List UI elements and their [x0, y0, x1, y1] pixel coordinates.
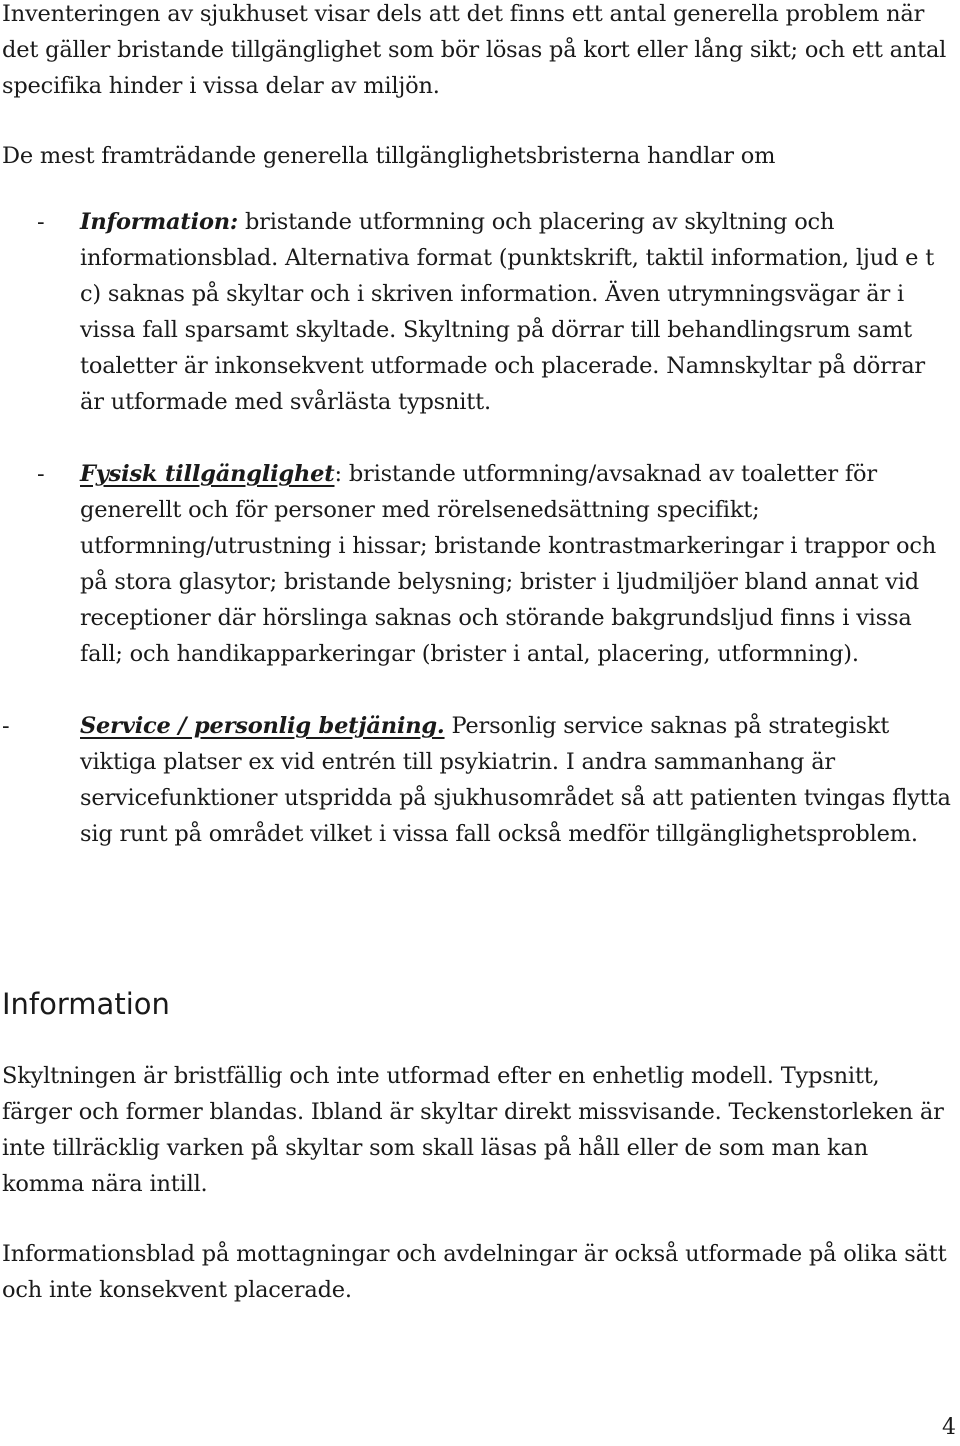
intro-paragraph: Inventeringen av sjukhuset visar dels att det finns ett antal generella problem när det gäller bristande tillgänglighet som bör lösas på kort eller lång sikt; och ett antal specifika hinder i vissa delar av miljön.	[2, 1, 947, 99]
page-number: 4	[942, 1415, 956, 1440]
bullet-label: Information:	[80, 209, 239, 235]
bullet-dash: -	[37, 209, 45, 235]
bullet-text: : bristande utformning/avsaknad av toaletter för generellt och för personer med rörelsenedsättning specifikt; utformning/utrustning i hissar; bristande kontrastmarkeringar i trappor och på stora glasytor; bristande belysning; brister i ljudmiljöer bland annat vid receptioner där hörslinga saknas och störande bakgrundsljud finns i vissa fall; och handikapparkeringar (brister i antal, placering, utformning).	[80, 461, 937, 667]
bullet-label: Service / personlig betjäning.	[80, 713, 445, 739]
section-paragraph-1: Skyltningen är bristfällig och inte utformad efter en enhetlig modell. Typsnitt, färger och former blandas. Ibland är skyltar direkt missvisande. Teckenstorleken är inte tillräcklig varken på skyltar som skall läsas på håll eller de som man kan komma nära intill.	[2, 1063, 944, 1197]
section-heading: Information	[2, 987, 170, 1021]
bullet-body	[80, 456, 952, 672]
bullet-dash: -	[37, 461, 45, 487]
bullet-dash: -	[2, 713, 10, 739]
bullet-body	[80, 204, 952, 420]
bullet-text: Personlig service saknas på strategiskt viktiga platser ex vid entrén till psykiatrin. I andra sammanhang är servicefunktioner utspridda på sjukhusområdet så att patienten tvingas flytta sig runt på området vilket i vissa fall också medför tillgänglighetsproblem.	[80, 713, 951, 847]
bullet-text: bristande utformning och placering av skyltning och informationsblad. Alternativa format (punktskrift, taktil information, ljud e t c) saknas på skyltar och i skriven information. Även utrymningsvägar är i vissa fall sparsamt skyltade. Skyltning på dörrar till behandlingsrum samt toaletter är inkonsekvent utformade och placerade. Namnskyltar på dörrar är utformade med svårlästa typsnitt.	[80, 209, 935, 415]
bullet-label: Fysisk tillgänglighet	[80, 461, 335, 487]
section-paragraph-2: Informationsblad på mottagningar och avdelningar är också utformade på olika sätt och inte konsekvent placerade.	[2, 1241, 947, 1303]
lead-in-text: De mest framträdande generella tillgänglighetsbristerna handlar om	[2, 143, 776, 169]
bullet-body	[80, 708, 952, 852]
